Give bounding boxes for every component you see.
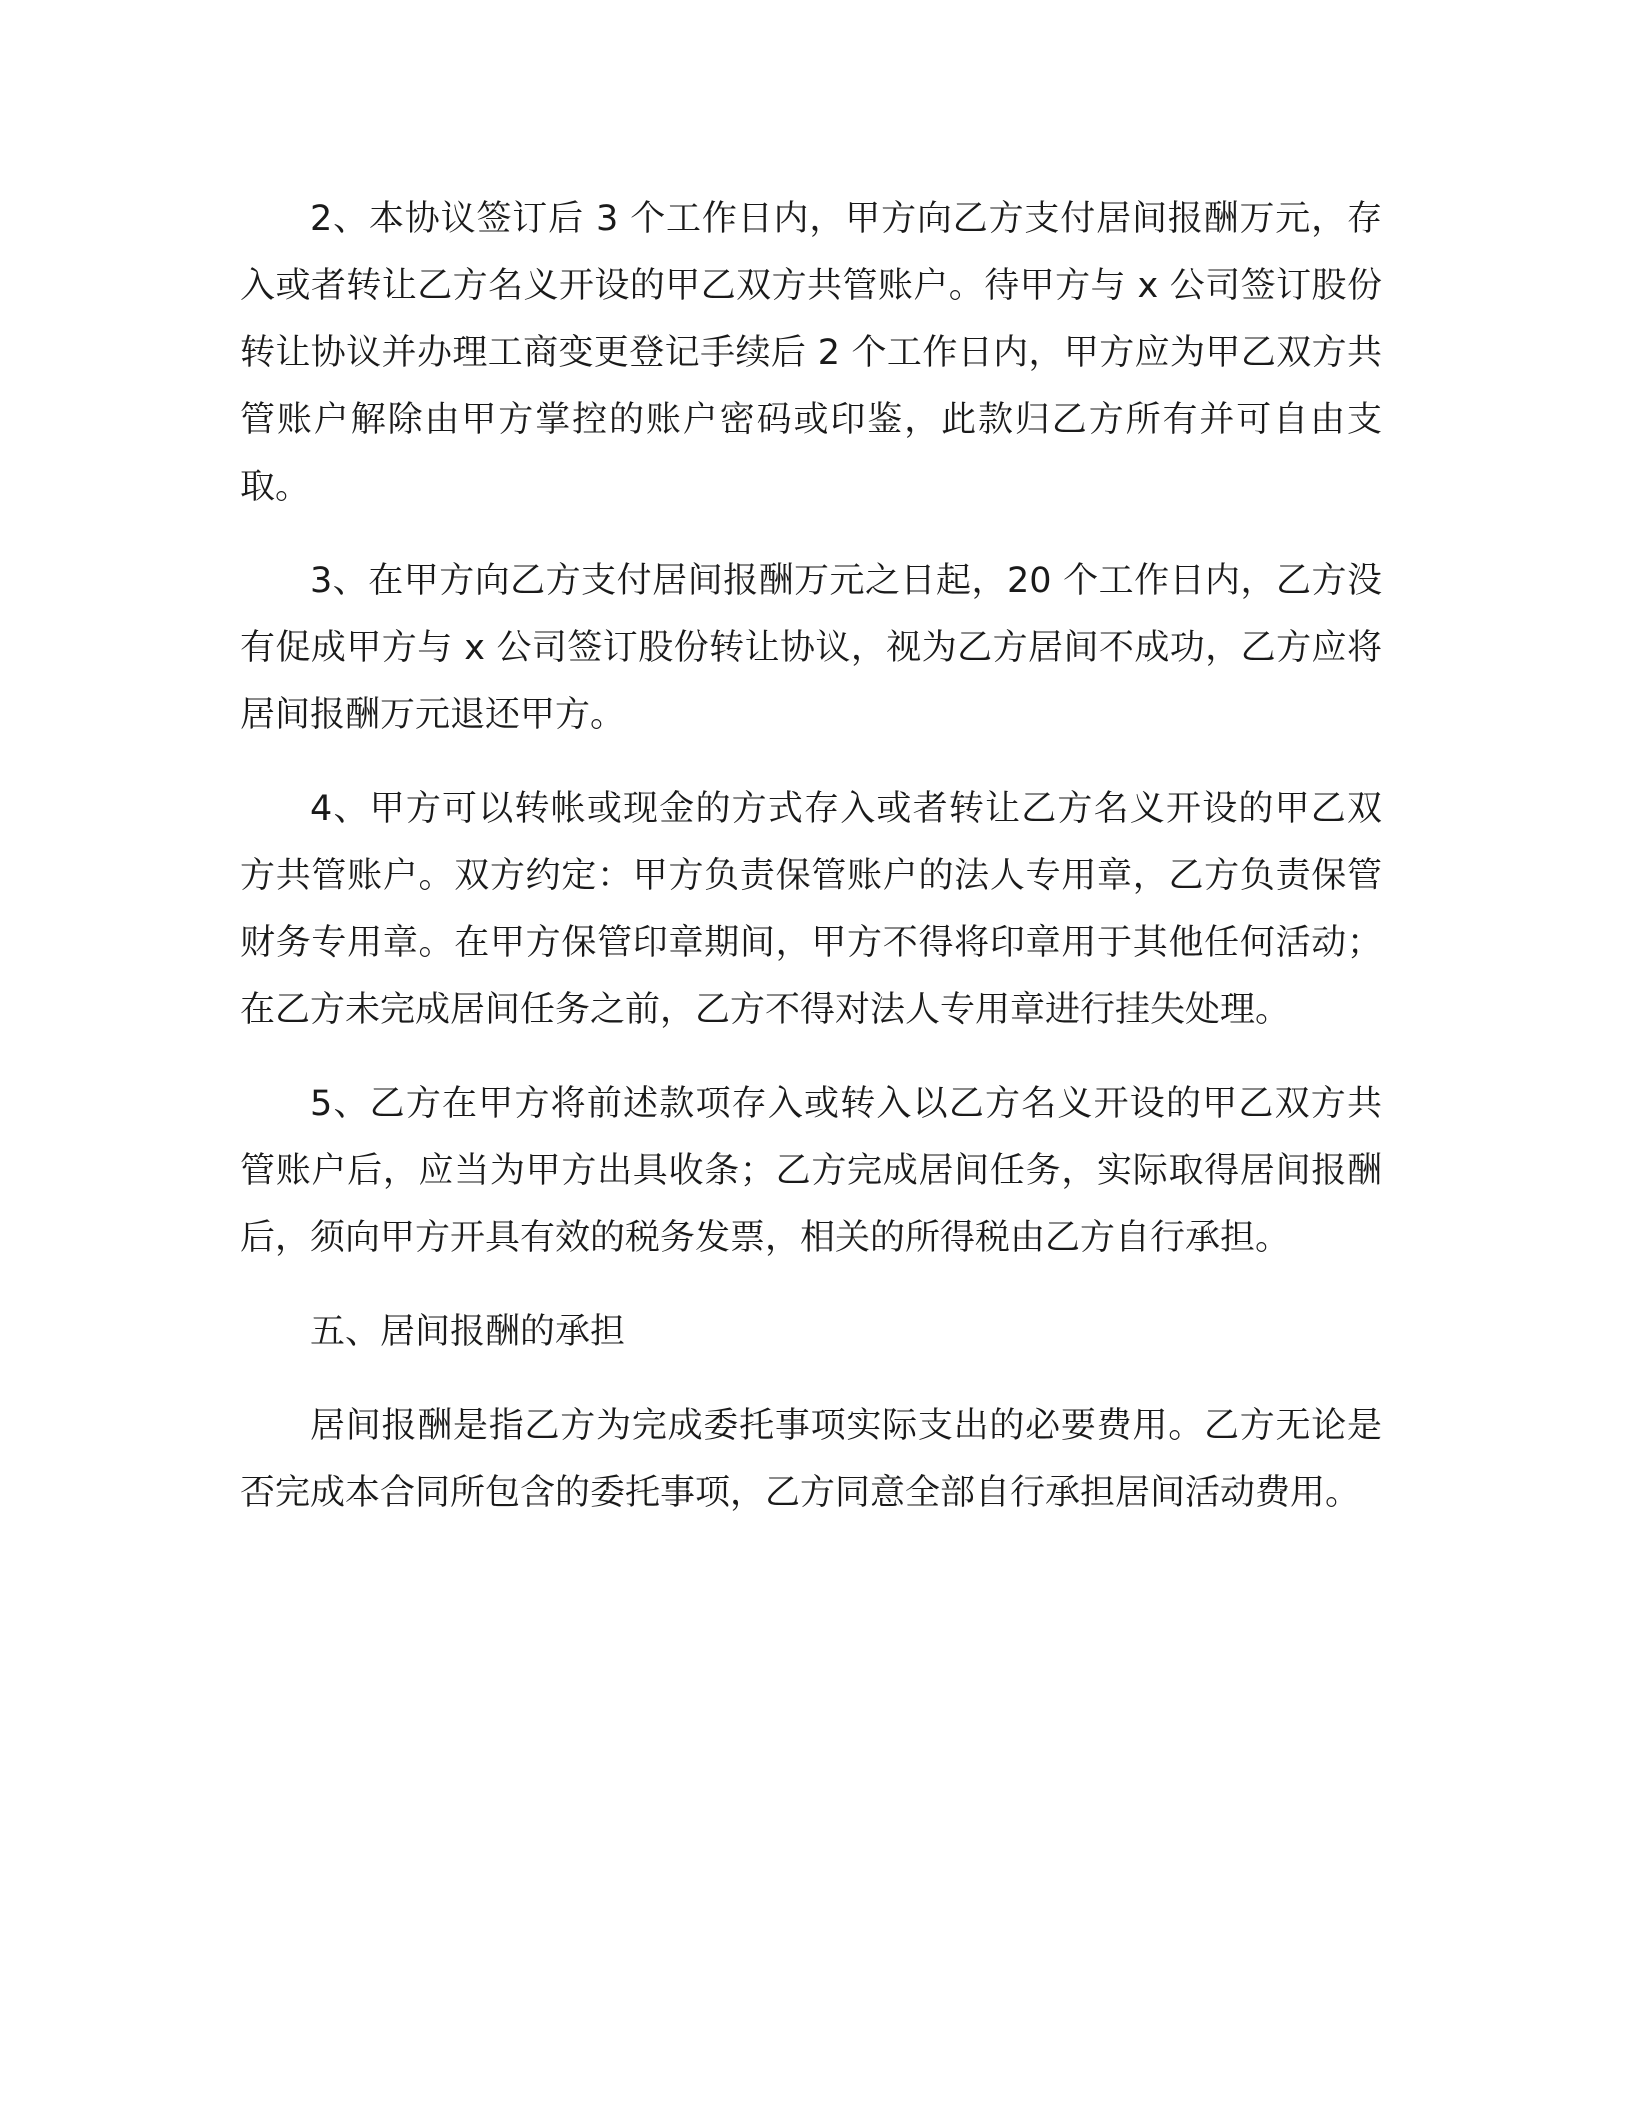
section-heading: 五、居间报酬的承担: [310, 1312, 626, 1352]
clause-4-paragraph: 4、甲方可以转帐或现金的方式存入或者转让乙方名义开设的甲乙双方共管账户。双方约定：甲方负责保管账户的法人专用章，乙方负责保管财务专用章。在甲方保管印章期间，甲方不得将印章用于其他任何活动；在乙方未完成居间任务之前，乙方不得对法人专用章进行挂失处理。: [240, 789, 1382, 1030]
clause-5-paragraph: 5、乙方在甲方将前述款项存入或转入以乙方名义开设的甲乙双方共管账户后，应当为甲方出具收条；乙方完成居间任务，实际取得居间报酬后，须向甲方开具有效的税务发票，相关的所得税由乙方自行承担。: [240, 1084, 1382, 1258]
clause-3-paragraph: 3、在甲方向乙方支付居间报酬万元之日起，20 个工作日内，乙方没有促成甲方与 x 公司签订股份转让协议，视为乙方居间不成功，乙方应将居间报酬万元退还甲方。: [240, 561, 1382, 735]
clause-2-paragraph: 2、本协议签订后 3 个工作日内，甲方向乙方支付居间报酬万元，存入或者转让乙方名义开设的甲乙双方共管账户。待甲方与 x 公司签订股份转让协议并办理工商变更登记手续后 2 个工作日内，甲方应为甲乙双方共管账户解除由甲方掌控的账户密码或印鉴，此款归乙方所有并可自由支取。: [240, 199, 1382, 507]
document-body: [240, 186, 1382, 1554]
section-body-paragraph: 居间报酬是指乙方为完成委托事项实际支出的必要费用。乙方无论是否完成本合同所包含的委托事项，乙方同意全部自行承担居间活动费用。: [240, 1406, 1382, 1513]
